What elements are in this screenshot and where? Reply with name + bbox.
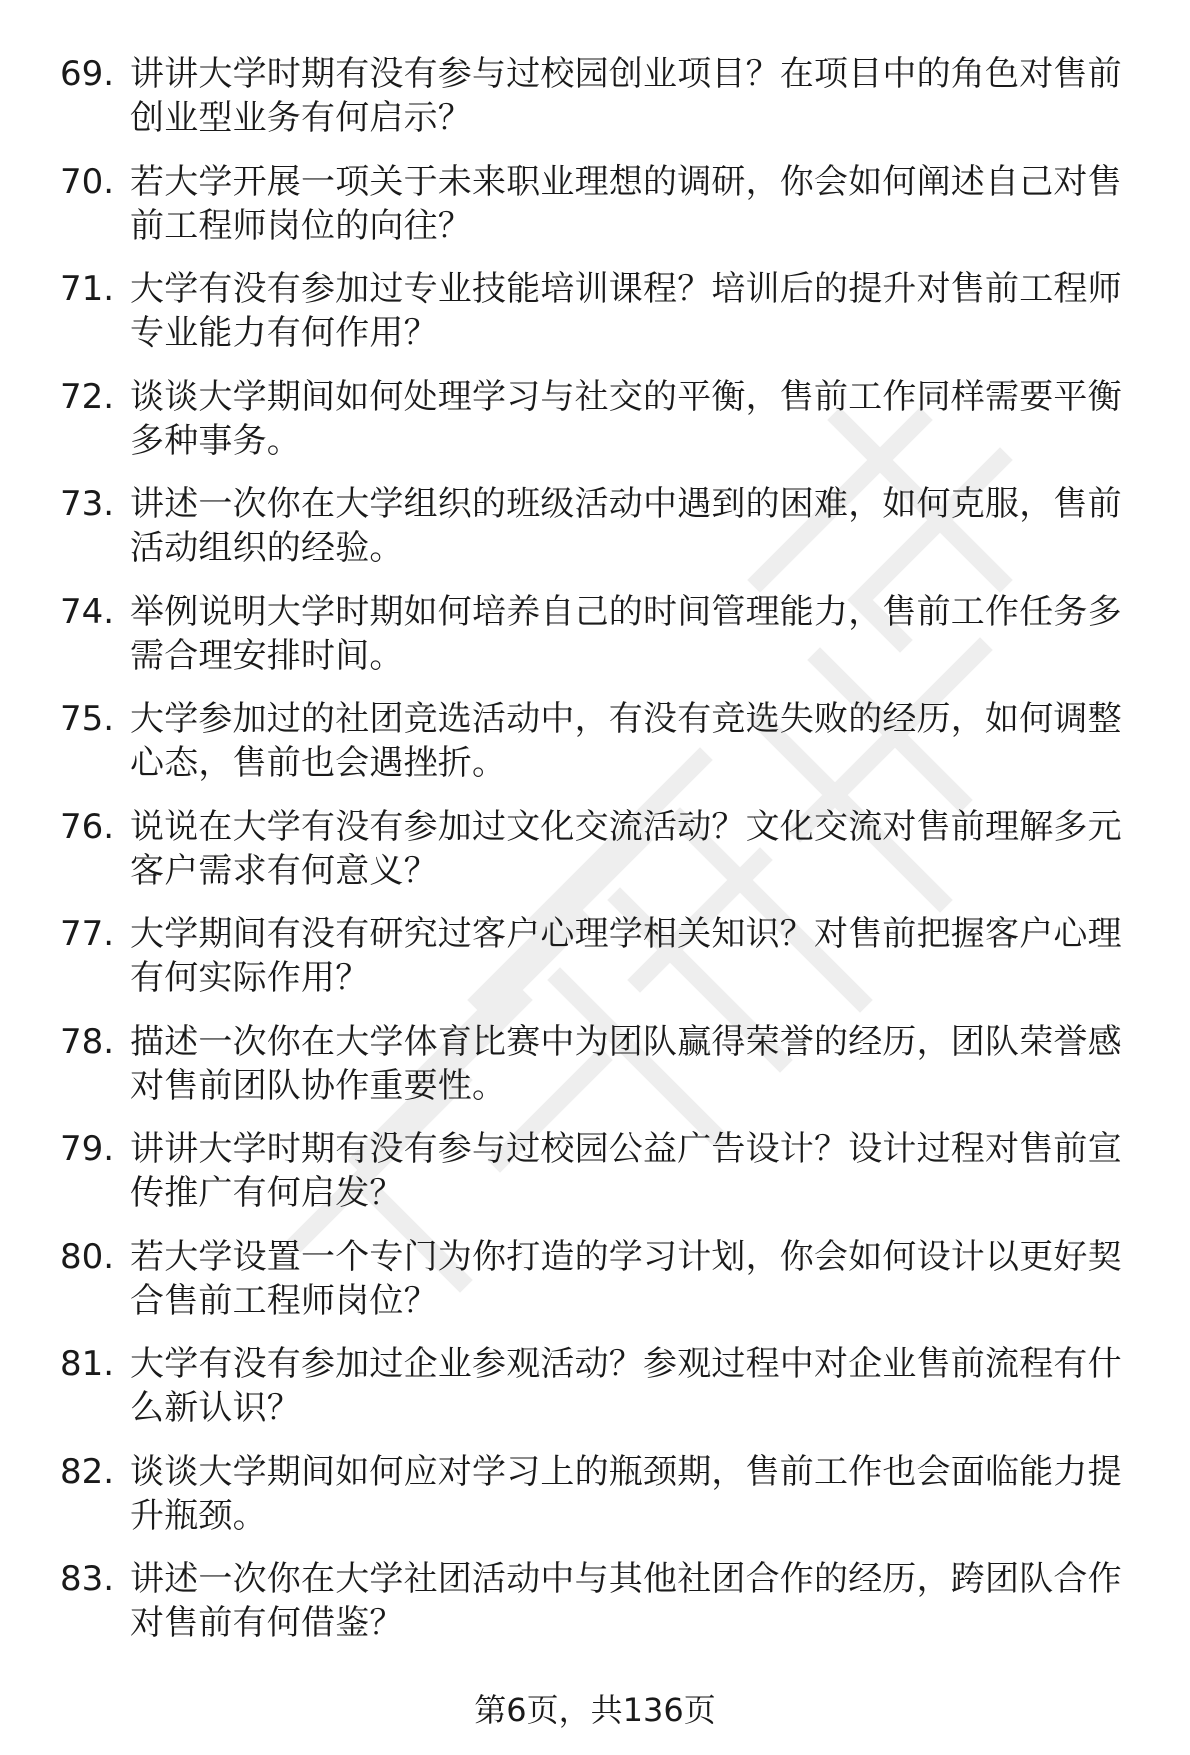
question-number: 80. — [60, 1236, 115, 1277]
question-number: 82. — [60, 1451, 115, 1492]
question-text: 描述一次你在大学体育比赛中为团队赢得荣誉的经历，团队荣誉感对售前团队协作重要性。 — [130, 1021, 1122, 1106]
question-number: 69. — [60, 54, 115, 94]
question-item-75 — [60, 697, 1150, 805]
question-number: 77. — [60, 914, 115, 954]
question-text: 大学有没有参加过专业技能培训课程？培训后的提升对售前工程师专业能力有何作用？ — [130, 269, 1122, 353]
question-text: 讲述一次你在大学社团活动中与其他社团合作的经历，跨团队合作对售前有何借鉴？ — [130, 1559, 1122, 1643]
question-item-72 — [60, 375, 1150, 483]
question-number: 75. — [60, 699, 115, 739]
question-text: 若大学设置一个专门为你打造的学习计划，你会如何设计以更好契合售前工程师岗位？ — [130, 1236, 1122, 1321]
question-item-81 — [60, 1342, 1150, 1450]
page-footer: 第6页，共136页 — [474, 1691, 716, 1729]
question-number: 74. — [60, 591, 115, 632]
question-text: 大学有没有参加过企业参观活动？参观过程中对企业售前流程有什么新认识？ — [130, 1344, 1122, 1428]
question-item-82 — [60, 1450, 1150, 1558]
question-number: 76. — [60, 806, 115, 847]
question-item-73 — [60, 482, 1150, 590]
question-item-74 — [60, 590, 1150, 698]
question-text: 谈谈大学期间如何应对学习上的瓶颈期，售前工作也会面临能力提升瓶颈。 — [130, 1451, 1122, 1536]
question-number: 83. — [60, 1559, 115, 1599]
question-item-77 — [60, 912, 1150, 1020]
question-text: 讲讲大学时期有没有参与过校园创业项目？在项目中的角色对售前创业型业务有何启示？ — [130, 54, 1122, 138]
question-item-79 — [60, 1127, 1150, 1235]
question-list — [60, 52, 1150, 1665]
question-number: 81. — [60, 1344, 115, 1384]
question-number: 72. — [60, 376, 115, 417]
question-item-70 — [60, 160, 1150, 268]
question-item-80 — [60, 1235, 1150, 1343]
question-text: 举例说明大学时期如何培养自己的时间管理能力，售前工作任务多需合理安排时间。 — [130, 591, 1122, 676]
question-item-76 — [60, 805, 1150, 913]
question-item-78 — [60, 1020, 1150, 1128]
question-text: 说说在大学有没有参加过文化交流活动？文化交流对售前理解多元客户需求有何意义？ — [130, 806, 1122, 891]
question-text: 讲讲大学时期有没有参与过校园公益广告设计？设计过程对售前宣传推广有何启发？ — [130, 1129, 1122, 1213]
question-text: 谈谈大学期间如何处理学习与社交的平衡，售前工作同样需要平衡多种事务。 — [130, 376, 1122, 461]
question-item-69 — [60, 52, 1150, 160]
question-number: 70. — [60, 161, 115, 202]
question-text: 若大学开展一项关于未来职业理想的调研，你会如何阐述自己对售前工程师岗位的向往？ — [130, 161, 1122, 246]
question-text: 大学期间有没有研究过客户心理学相关知识？对售前把握客户心理有何实际作用？ — [130, 914, 1122, 998]
question-item-71 — [60, 267, 1150, 375]
question-number: 73. — [60, 484, 115, 524]
question-number: 71. — [60, 269, 115, 309]
question-number: 79. — [60, 1129, 115, 1169]
question-text: 大学参加过的社团竞选活动中，有没有竞选失败的经历，如何调整心态，售前也会遇挫折。 — [130, 699, 1122, 783]
question-text: 讲述一次你在大学组织的班级活动中遇到的困难，如何克服，售前活动组织的经验。 — [130, 484, 1122, 568]
question-item-83 — [60, 1557, 1150, 1665]
question-number: 78. — [60, 1021, 115, 1062]
